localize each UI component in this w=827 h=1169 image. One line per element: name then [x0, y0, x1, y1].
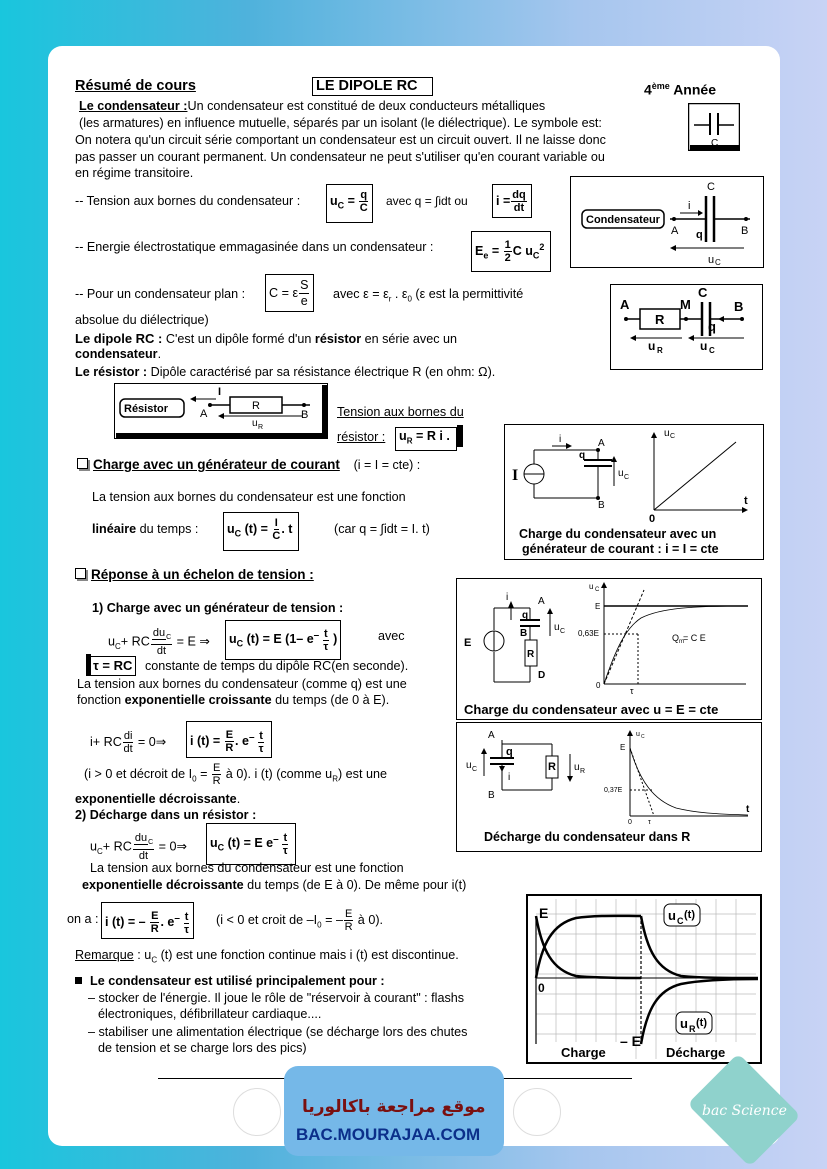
svg-text:E: E [620, 743, 626, 752]
svg-text:u: u [664, 428, 670, 439]
charge-courant-heading: Charge avec un générateur de courant (i = I = cte) : [77, 457, 420, 473]
svg-text:C: C [698, 285, 708, 300]
echelon-l1: La tension aux bornes du condensateur (comme q) est une [77, 677, 407, 691]
charge-courant-cap2: générateur de courant : i = I = cte [522, 542, 719, 556]
condensateur-figure-label: Condensateur [586, 214, 660, 226]
svg-text:Charge: Charge [561, 1045, 606, 1060]
condensateur-line2: (les armatures) en influence mutuelle, séparés par un isolant (le diélectrique). Le symbole est: [79, 116, 602, 130]
echelon-eq1: $u_C+$ RC $\frac{du_C}{dt}$ = E ⇒ [108, 627, 210, 658]
echelon-eq3: $u_C+$ RC $\frac{du_C}{dt}$ = 0⇒ [90, 832, 188, 863]
echelon-sub2: 2) Décharge dans un résistor : [75, 808, 257, 822]
svg-text:u: u [648, 339, 656, 353]
tension-i-formula: i = $\frac{dq}{dt}$ [492, 184, 532, 218]
svg-text:0: 0 [538, 981, 545, 995]
svg-text:R: R [657, 346, 663, 355]
svg-text:C: C [641, 734, 645, 740]
decharge-caption: Décharge du condensateur dans R [484, 830, 691, 844]
header-resume: Résumé de cours [75, 78, 196, 94]
condensateur-line3: On notera qu'un circuit série comportant un condensateur est un circuit ouvert. Il ne laisse donc [75, 133, 606, 147]
svg-text:C: C [707, 181, 715, 193]
svg-text:u: u [680, 1016, 688, 1031]
echelon-eq2: i+ RC $\frac{di}{dt}$ = 0⇒ [90, 730, 167, 756]
tension-resistor-label2: résistor : [337, 430, 386, 444]
svg-text:C: C [677, 916, 684, 926]
svg-text:A: A [620, 297, 630, 312]
svg-text:R: R [580, 768, 586, 775]
svg-text:I: I [218, 386, 222, 398]
svg-text:R: R [655, 312, 665, 327]
resistor-figure [114, 383, 328, 439]
svg-text:R: R [252, 400, 260, 412]
svg-text:q: q [696, 229, 703, 241]
svg-text:B: B [520, 628, 528, 639]
svg-text:i: i [506, 592, 509, 603]
echelon-tau-box: τ = RC [89, 656, 136, 676]
dipole-line1: Le dipole RC : C'est un dipôle formé d'un résistor en série avec un [75, 331, 458, 346]
usage-i1b: électroniques, défibrillateur cardiaque.... [98, 1007, 322, 1021]
svg-text:m: m [679, 639, 684, 645]
echelon-tau-text: constante de temps du dipôle RC(en seconde). [145, 659, 409, 673]
charge-tension-caption: Charge du condensateur avec u = E = cte [464, 702, 719, 717]
svg-text:I: I [512, 467, 519, 484]
echelon-l6: exponentielle décroissante du temps (de E à 0). De même pour i(t) [82, 878, 467, 892]
svg-text:E: E [595, 602, 601, 611]
echelon-l7a: on a : [67, 912, 99, 926]
capacitor-symbol-figure [688, 103, 740, 151]
svg-text:u: u [618, 468, 624, 479]
svg-text:B: B [598, 500, 605, 511]
svg-text:u: u [252, 418, 258, 429]
plan-prefix: -- Pour un condensateur plan : [75, 287, 246, 301]
svg-text:A: A [538, 596, 545, 607]
svg-text:0: 0 [628, 819, 632, 826]
svg-text:i: i [508, 772, 511, 783]
svg-text:(t): (t) [696, 1017, 707, 1029]
svg-text:q: q [522, 610, 529, 621]
footer-url[interactable]: BAC.MOURAJAA.COM [296, 1125, 481, 1144]
svg-text:B: B [301, 409, 309, 421]
svg-text:C: C [624, 474, 630, 481]
charge-courant-p2: linéaire du temps : [92, 522, 199, 536]
svg-text:q: q [579, 450, 586, 461]
svg-text:E: E [464, 637, 472, 649]
svg-text:B: B [734, 299, 744, 314]
dipole-rc-figure [610, 284, 763, 370]
svg-text:u: u [589, 582, 594, 591]
svg-text:= C E: = C E [683, 633, 706, 643]
footer-logo-left [233, 1088, 281, 1136]
echelon-heading: Réponse à un échelon de tension : [75, 567, 314, 582]
uc-ur-graph [526, 894, 762, 1064]
tau-shadow [86, 654, 91, 676]
svg-text:R: R [689, 1024, 696, 1034]
usage-i1a: – stocker de l'énergie. Il joue le rôle de "réservoir à courant" : flashs [88, 991, 465, 1005]
echelon-l2: fonction exponentielle croissante du temps (de 0 à E). [77, 693, 390, 707]
plan-formula: C = ε $\frac{S}{e}$ [265, 274, 314, 312]
condensateur-line1: Le condensateur :Un condensateur est constitué de deux conducteurs métalliques [79, 99, 546, 113]
plan-avec: avec $\varepsilon = \varepsilon_r$ . $\varepsilon_0$ (ε est la permittivité [333, 287, 524, 304]
svg-text:u: u [668, 908, 676, 923]
svg-text:i: i [559, 434, 562, 445]
svg-text:A: A [598, 438, 605, 449]
echelon-l3: (i > 0 et décroit de $I_0$ = $\frac{E}{R}$ à 0). i (t) (comme $u_R$) est une [84, 762, 387, 788]
energie-formula: $E_e$ = $\frac{1}{2}$ C $u_C^2$ [471, 231, 551, 272]
energie-prefix: -- Energie électrostatique emmagasinée dans un condensateur : [75, 240, 434, 254]
footer-logo-right [513, 1088, 561, 1136]
header-title: LE DIPOLE RC [312, 77, 433, 96]
condensateur-line4: pas passer un courant permanent. Un condensateur ne peut s'utiliser qu'en courant variable ou [75, 150, 605, 164]
echelon-avec: avec [378, 629, 405, 643]
svg-text:C: C [709, 346, 715, 355]
svg-text:C: C [670, 433, 676, 440]
header-grade: 4ème Année [644, 81, 716, 98]
formula-shadow [457, 425, 463, 447]
echelon-l5: La tension aux bornes du condensateur est une fonction [90, 861, 404, 875]
svg-text:C: C [560, 628, 566, 635]
svg-text:τ: τ [630, 686, 634, 696]
charge-courant-note: (car q = ∫idt = I. t) [334, 522, 430, 536]
svg-text:A: A [488, 730, 495, 741]
resistor-line: Le résistor : Dipôle caractérisé par sa résistance électrique R (en ohm: Ω). [75, 365, 496, 379]
svg-text:R: R [527, 649, 535, 660]
usage-heading: Le condensateur est utilisé principalement pour : [75, 974, 385, 989]
echelon-l7b: (i < 0 et croit de $-I_0$ = – $\frac{E}{R}$ à 0). [216, 908, 384, 934]
dipole-line2: condensateur. [75, 347, 162, 361]
svg-text:(t): (t) [684, 909, 695, 921]
svg-text:– E: – E [620, 1033, 642, 1049]
svg-text:u: u [636, 731, 640, 738]
svg-text:Q: Q [672, 633, 680, 643]
svg-text:C: C [595, 587, 600, 593]
capacitor-symbol-label: C [711, 138, 719, 149]
svg-text:u: u [700, 339, 708, 353]
svg-text:B: B [488, 790, 495, 801]
svg-text:0,63E: 0,63E [578, 629, 599, 638]
svg-text:u: u [574, 762, 580, 773]
svg-text:0: 0 [596, 681, 601, 690]
svg-text:C: C [715, 258, 721, 267]
svg-text:u: u [466, 760, 472, 771]
charge-tension-figure [456, 578, 762, 720]
svg-text:R: R [258, 424, 264, 431]
svg-text:i: i [688, 200, 691, 212]
echelon-sol1: $u_C$ (t) = E (1– e– $\frac{t}{\tau}$ ) [225, 620, 341, 660]
remarque: Remarque : $u_C$ (t) est une fonction continue mais i (t) est discontinue. [75, 948, 459, 965]
resistor-figure-label: Résistor [124, 403, 169, 415]
svg-text:C: C [472, 766, 478, 773]
condensateur-line5: en régime transitoire. [75, 166, 194, 180]
condensateur-figure [570, 176, 764, 268]
echelon-sub1: 1) Charge avec un générateur de tension : [92, 601, 344, 615]
svg-text:E: E [539, 905, 549, 921]
tension-middle: avec q = ∫idt ou [386, 194, 468, 208]
echelon-sol3: $u_C$ (t) = E e– $\frac{t}{\tau}$ [206, 823, 296, 865]
echelon-l4: exponentielle décroissante. [75, 792, 241, 806]
bac-science-badge: bac Science [702, 1103, 787, 1119]
tension-uc-formula: $u_C$ = $\frac{q}{C}$ [326, 184, 373, 223]
tension-resistor-formula: $u_R = R$ i . [395, 427, 457, 451]
tension-prefix: -- Tension aux bornes du condensateur : [75, 194, 301, 208]
svg-text:0: 0 [649, 513, 656, 525]
echelon-sol2: i (t) = $\frac{E}{R}$ . e– $\frac{t}{\tau}$ [186, 721, 272, 758]
svg-text:u: u [554, 622, 560, 633]
charge-courant-cap1: Charge du condensateur avec un [519, 527, 717, 541]
svg-text:B: B [741, 225, 749, 237]
charge-courant-p1: La tension aux bornes du condensateur est une fonction [92, 490, 406, 504]
tension-resistor-label: Tension aux bornes du [337, 405, 464, 419]
footer-arabic: موقع مراجعة باكالوريا [302, 1097, 486, 1117]
svg-text:t: t [746, 804, 750, 815]
usage-i2b: de tension et se charge lors des pics) [98, 1041, 307, 1055]
charge-courant-formula: $u_C$ (t) = $\frac{I}{C}$ . t [223, 512, 299, 551]
echelon-sol4: i (t) = – $\frac{E}{R}$ . e– $\frac{t}{\tau}$ [101, 902, 194, 939]
svg-text:D: D [538, 670, 546, 681]
svg-text:A: A [200, 408, 208, 420]
svg-text:A: A [671, 225, 679, 237]
svg-text:q: q [708, 319, 716, 334]
svg-text:u: u [708, 254, 715, 266]
svg-text:τ: τ [648, 819, 651, 826]
plan-line2: absolue du diélectrique) [75, 313, 209, 327]
svg-text:R: R [548, 761, 556, 773]
svg-text:t: t [744, 495, 748, 507]
svg-text:q: q [506, 746, 513, 758]
svg-text:Décharge: Décharge [666, 1045, 726, 1060]
usage-i2a: – stabiliser une alimentation électrique (se décharge lors des chutes [88, 1025, 468, 1039]
svg-text:0,37E: 0,37E [604, 787, 623, 794]
svg-text:M: M [680, 297, 691, 312]
